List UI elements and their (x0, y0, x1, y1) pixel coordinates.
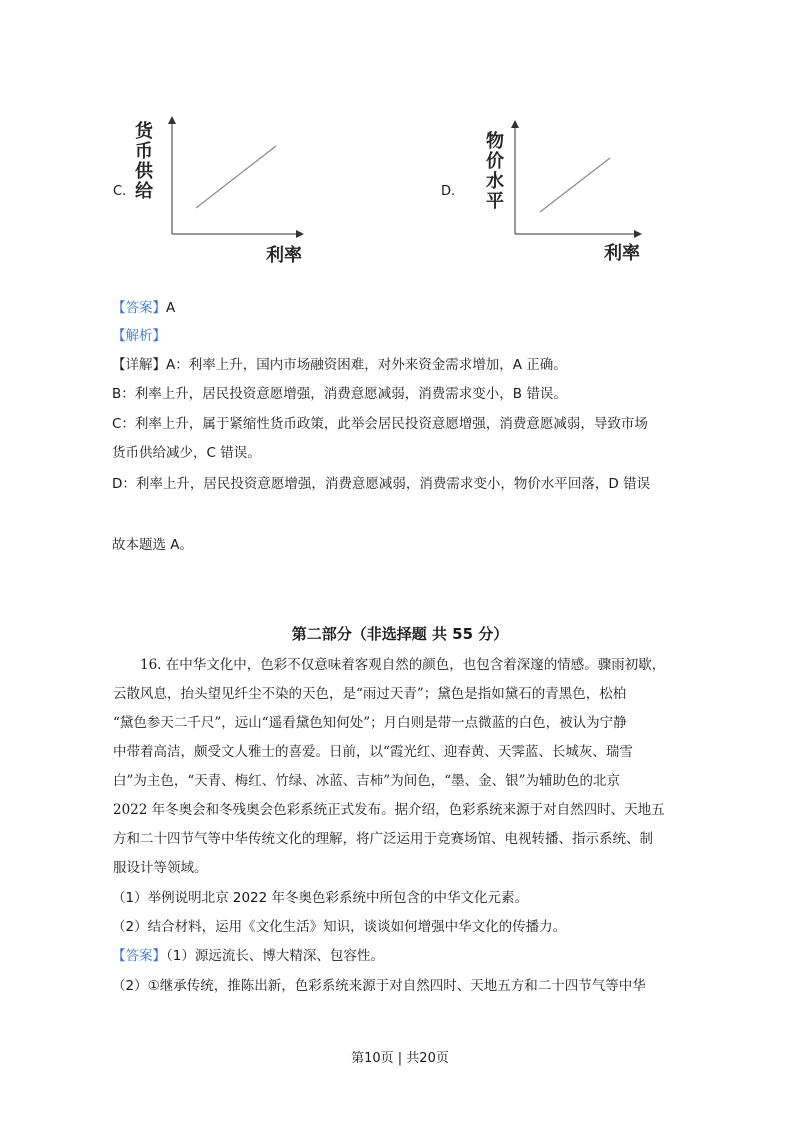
detail-conclusion: 故本题选 A。 (112, 537, 194, 553)
y-label-char: 供 (135, 161, 153, 182)
y-axis-arrow (168, 116, 176, 124)
detail-c-line-1: C：利率上升，属于紧缩性货币政策，此举会居民投资意愿增强，消费意愿减弱，导致市场 (112, 416, 648, 432)
option-c-label: C. (113, 184, 127, 199)
detail-d-line: D：利率上升，居民投资意愿增强，消费意愿减弱，消费需求变小，物价水平回落，D 错误 (112, 476, 651, 492)
q16-material-line: 2022 年冬奥会和冬残奥会色彩系统正式发布。据介绍，色彩系统来源于对自然四时、天地五 (113, 802, 665, 818)
q16-material-line: 服设计等领域。 (113, 860, 208, 876)
y-label-char: 币 (135, 141, 153, 162)
analysis-tag: 【解析】 (112, 328, 166, 344)
q16-answer-1: （1）源远流长、博大精深、包容性。 (166, 948, 384, 964)
detail-a-text: A：利率上升，国内市场融资困难，对外来资金需求增加，A 正确。 (166, 357, 567, 373)
y-label-char: 货 (135, 121, 153, 142)
detail-tag: 【详解】 (112, 357, 166, 373)
chart-d-x-axis-label: 利率 (604, 243, 640, 264)
detail-b-line: B：利率上升，居民投资意愿增强，消费意愿减弱，消费需求变小，B 错误。 (112, 386, 567, 402)
q16-answer-tag: 【答案】 (112, 948, 166, 964)
y-label-char: 平 (486, 191, 504, 212)
answer-line (112, 298, 175, 318)
trend-line (196, 146, 276, 208)
x-axis-arrow (634, 230, 642, 238)
y-axis-arrow (511, 120, 519, 128)
q16-material-line: 中带着高洁，颇受文人雅士的喜爱。日前，以“霞光红、迎春黄、天霁蓝、长城灰、瑞雪 (113, 744, 633, 760)
chart-d (438, 118, 648, 270)
q16-material-line: 方和二十四节气等中华传统文化的理解，将广泛运用于竞赛场馆、电视转播、指示系统、制 (113, 831, 653, 847)
y-label-char: 水 (486, 171, 504, 192)
page-footer: 第10页 | 共20页 (351, 1051, 449, 1066)
y-label-char: 物 (486, 131, 504, 152)
detail-a-line (112, 355, 567, 375)
answer-tag: 【答案】 (112, 300, 166, 316)
section-title: 第二部分（非选择题 共 55 分） (291, 625, 509, 643)
answer-value: A (166, 300, 176, 316)
trend-line (540, 158, 610, 212)
x-axis-arrow (296, 230, 304, 238)
q16-material-line: 16. 在中华文化中，色彩不仅意味着客观自然的颜色，也包含着深邃的情感。骤雨初歇， (140, 657, 666, 673)
y-label-char: 价 (486, 151, 504, 172)
chart-c-x-axis-label: 利率 (266, 245, 302, 266)
q16-answer-line-1 (112, 946, 384, 966)
q16-material-line: “黛色参天二千尺”，远山“遥看黛色知何处”；月白则是带一点微蓝的白色，被认为宁静 (113, 715, 627, 731)
q16-sub-question-1: （1）举例说明北京 2022 年冬奥色彩系统中所包含的中华文化元素。 (112, 890, 529, 906)
option-d-label: D. (441, 184, 456, 199)
q16-material-line: 云散风息，抬头望见纤尘不染的天色，是“雨过天青”；黛色是指如黛石的青黑色，松柏 (113, 686, 627, 702)
q16-material-line: 白”为主色，“天青、梅红、竹绿、冰蓝、吉柿”为间色，“墨、金、银”为辅助色的北京 (113, 773, 621, 789)
q16-answer-line-2: （2）①继承传统，推陈出新，色彩系统来源于对自然四时、天地五方和二十四节气等中华 (112, 978, 646, 994)
q16-sub-question-2: （2）结合材料，运用《文化生活》知识，谈谈如何增强中华文化的传播力。 (112, 919, 567, 935)
detail-c-line-2: 货币供给减少，C 错误。 (112, 445, 261, 461)
chart-c (110, 110, 310, 270)
y-label-char: 给 (135, 181, 153, 202)
